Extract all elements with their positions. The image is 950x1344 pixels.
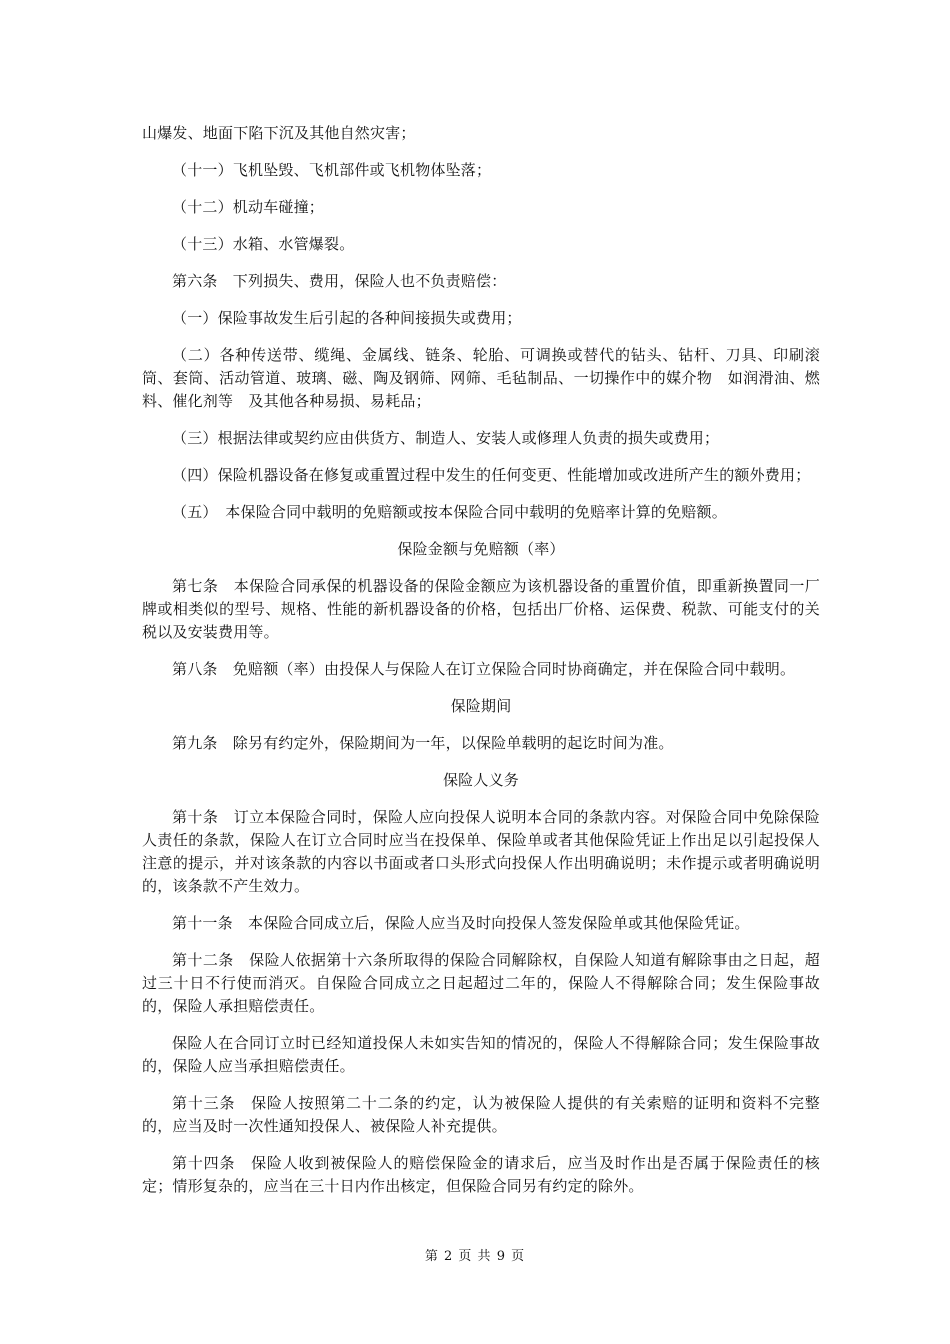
list-item: （五） 本保险合同中载明的免赔额或按本保险合同中载明的免赔率计算的免赔额。 [172,503,727,521]
section-heading: 保险期间 [450,697,512,715]
article-11: 第十一条 本保险合同成立后，保险人应当及时向投保人签发保险单或其他保险凭证。 [172,914,750,932]
list-item: （十二）机动车碰撞； [172,198,325,216]
article-8: 第八条 免赔额（率）由投保人与保险人在订立保险合同时协商确定，并在保险合同中载明。 [172,660,796,678]
document-body [142,122,820,1212]
article-6: 第六条 下列损失、费用，保险人也不负责赔偿： [172,272,507,290]
article-14: 第十四条 保险人收到被保险人的赔偿保险金的请求后，应当及时作出是否属于保险责任的核定；情形复杂的，应当在三十日内作出核定，但保险合同另有约定的除外。 [142,1154,820,1195]
page-number-footer: 第 2 页 共 9 页 [424,1249,526,1264]
section-heading: 保险金额与免赔额（率） [397,540,565,558]
article-10: 第十条 订立本保险合同时，保险人应向投保人说明本合同的条款内容。对保险合同中免除保险人责任的条款，保险人在订立合同时应当在投保单、保险单或者其他保险凭证上作出足以引起投保人注意的提示，并对该条款的内容以书面或者口头形式向投保人作出明确说明；未作提示或者明确说明的，该条款不产生效力。 [142,808,820,895]
article-7: 第七条 本保险合同承保的机器设备的保险金额应为该机器设备的重置价值，即重新换置同一厂牌或相类似的型号、规格、性能的新机器设备的价格，包括出厂价格、运保费、税款、可能支付的关税以及安装费用等。 [142,577,820,641]
list-item: （十三）水箱、水管爆裂。 [172,235,355,253]
list-item: （一）保险事故发生后引起的各种间接损失或费用； [172,309,522,327]
article-12: 第十二条 保险人依据第十六条所取得的保险合同解除权，自保险人知道有解除事由之日起，超过三十日不行使而消灭。自保险合同成立之日起超过二年的，保险人不得解除合同；发生保险事故的，保险人承担赔偿责任。 [142,951,820,1015]
paragraph-continuation: 山爆发、地面下陷下沉及其他自然灾害； [142,124,416,142]
list-item: （三）根据法律或契约应由供货方、制造人、安装人或修理人负责的损失或费用； [172,429,720,447]
list-item: （四）保险机器设备在修复或重置过程中发生的任何变更、性能增加或改进所产生的额外费用； [172,466,811,484]
list-item: （十一）飞机坠毁、飞机部件或飞机物体坠落； [172,161,492,179]
article-13: 第十三条 保险人按照第二十二条的约定，认为被保险人提供的有关索赔的证明和资料不完整的，应当及时一次性通知投保人、被保险人补充提供。 [142,1094,820,1135]
list-item: （二）各种传送带、缆绳、金属线、链条、轮胎、可调换或替代的钻头、钻杆、刀具、印刷滚筒、套筒、活动管道、玻璃、磁、陶及钢筛、网筛、毛毡制品、一切操作中的媒介物 如润滑油、燃料、催化剂等 及其他各种易损、易耗品； [142,346,820,410]
paragraph: 保险人在合同订立时已经知道投保人未如实告知的情况的，保险人不得解除合同；发生保险事故的，保险人应当承担赔偿责任。 [142,1034,820,1075]
article-9: 第九条 除另有约定外，保险期间为一年，以保险单载明的起讫时间为准。 [172,734,674,752]
section-heading: 保险人义务 [442,771,519,789]
